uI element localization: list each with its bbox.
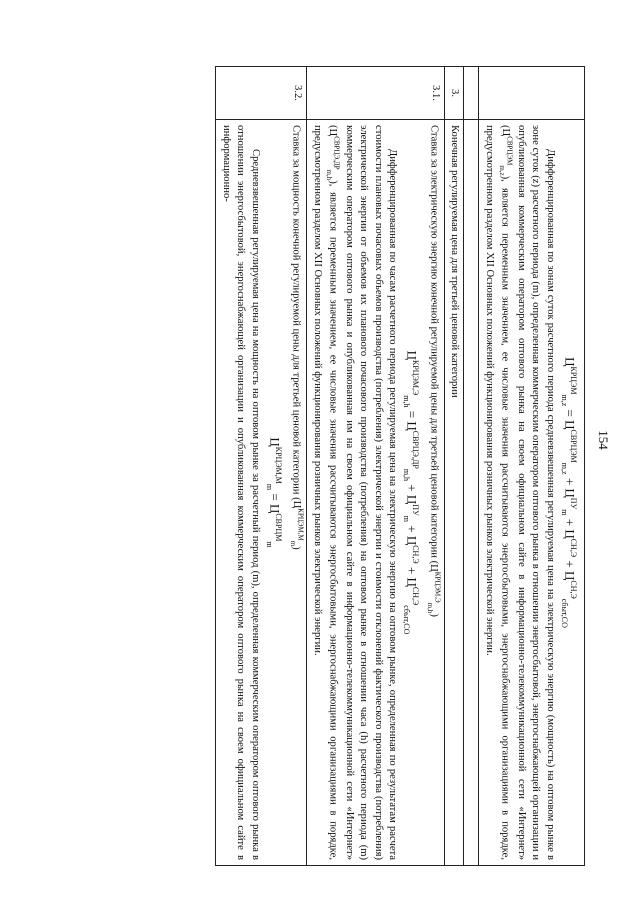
row-number: [464, 67, 479, 120]
section-heading: Конечная регулируемая цена для третьей ценовой категории: [444, 120, 464, 866]
page-number: 154: [596, 430, 611, 450]
rate-label: Ставка за электрическую энергию конечной регулируемой цены для третьей ценовой категории $(Ц^{КРЦЭМ,Э}_{m,h})$: [426, 125, 442, 617]
tariff-table: [215, 66, 585, 866]
row-content: [464, 120, 479, 866]
table-row: [464, 67, 479, 866]
row-number: 3.: [444, 67, 464, 120]
row-content: [479, 120, 585, 866]
paragraph: Дифференцированная по зонам суток расчетного периода средневзвешенная регулируемая цена на электрическую энергию (мощность) на оптовом рынке в зоне суток (z) расчетного периода (m), определенная коммерческим оператором оптового рынка в отношении энергосбытовой, энергоснабжающей организации и опубликованная коммерческим оператором оптового рынка на своем официальном сайте в информационно-телекоммуникационной сети «Интернет» $(Ц^{СВРЦЭМ}_{m,z})$, является переменным значением, ее числовые значения рассчитываются энергосбытовыми, энергоснабжающими организациями в порядке, предусмотренном разделом XII Основных положений функционирования розничных рынков электрической энергии.: [483, 125, 557, 860]
row-content: [307, 120, 445, 866]
table-row: [216, 67, 307, 866]
paragraph: Дифференцированная по часам расчетного периода регулируемая цена на электрическую энергию на оптовом рынке, определенная по результатам расчета стоимости плановых почасовых объемов производства (потребления) электрической энергии и стоимости отклонений фактического производства (потребления) электрической энергии от объемов их планового почасового производства (потребления) на оптовом рынке в отношении часа (h) расчетного периода (m) коммерческим оператором оптового рынка и опубликованная им на своем официальном сайте в информационно-телекоммуникационной сети «Интернет» $(Ц^{СВРЦЭ,ДР}_{m,h})$, является переменным значением, ее числовые значения рассчитываются энергосбытовыми, энергоснабжающими организациями в порядке, предусмотренном разделом XII Основных положений функционирования розничных рынков электрической энергии.: [311, 125, 399, 860]
row-number: 3.2.: [216, 67, 307, 120]
rate-label: Ставка за мощность конечной регулируемой цены для третьей ценовой категории $(Ц^{КРЦЭМ,М}_m)$: [288, 125, 305, 550]
row-number: 3.1.: [307, 67, 445, 120]
document-content: [55, 66, 585, 866]
table-row: [479, 67, 585, 866]
paragraph: Средневзвешенная регулируемая цена на мощность на оптовом рынке за расчетный период (m), определенная коммерческим оператором оптового рынка в отношении энергосбытовой, энергоснабжающей организации и опубликованная коммерческим оператором оптового рынка на своем официальном сайте в информационно-: [220, 125, 261, 860]
formula: $Ц^{КРЦЭМ,Э}_{m,h} = Ц^{СВРЦЭ,ДР}_{m,h} + Ц^{ПУ}_m + Ц^{СН,Э} + Ц^{СН,Э}_{сбыт,СО}$: [402, 350, 421, 635]
table-row: [307, 67, 445, 866]
row-number: [479, 67, 585, 120]
row-content: [216, 120, 307, 866]
table-row: [444, 67, 464, 866]
formula: $Ц^{КРЦЭМ,М}_m = Ц^{СВРЦМ}_m$: [264, 437, 283, 548]
formula: $Ц^{КРЦЭМ}_{m,z} = Ц^{СВРЦЭМ}_{m,z} + Ц^{ПУ}_m + Ц^{СН,Э} + Ц^{СН,Э}_{сбыт,СО}$: [560, 357, 578, 628]
